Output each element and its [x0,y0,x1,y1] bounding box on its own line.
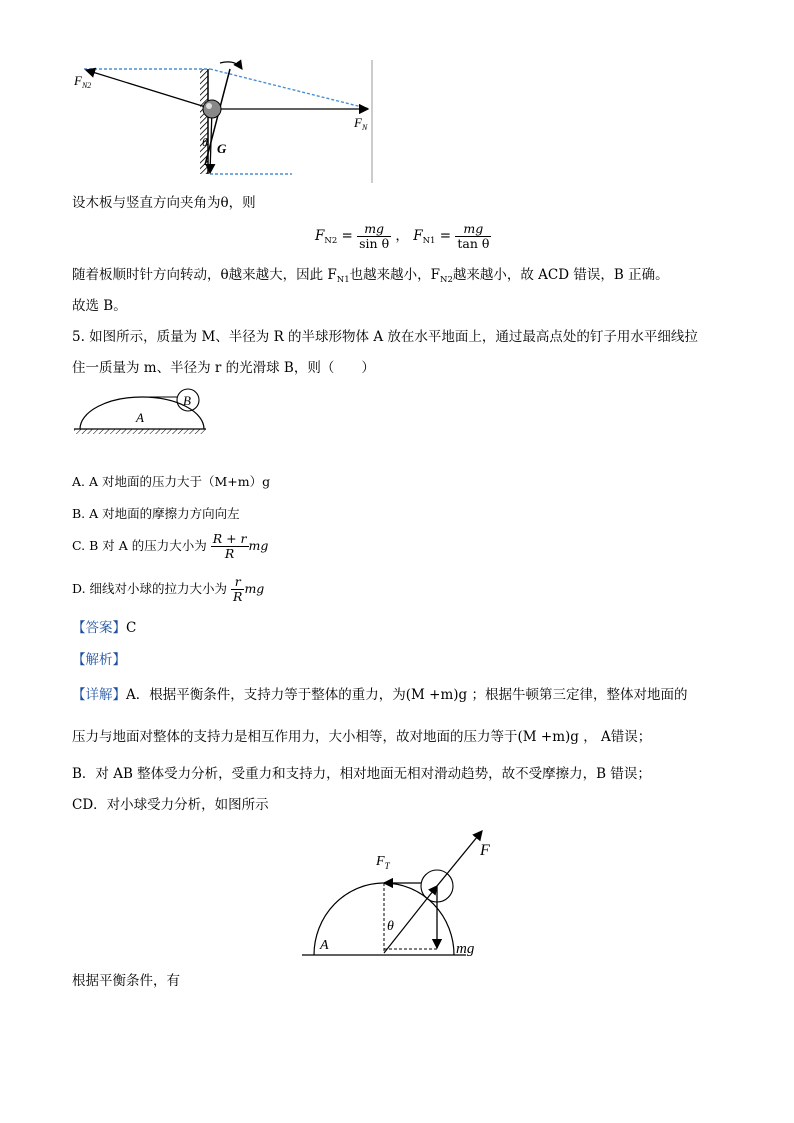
fn-dashed-guide [210,69,370,109]
svg-text:FN: $F_N$ [354,115,368,132]
q5-detail-3: B．对 AB 整体受力分析，受重力和支持力，相对地面无相对滑动趋势，故不受摩擦力，B 错误； [72,766,651,782]
q5-option-d: D. 细线对小球的拉力大小为 $\frac{r}{R}$ mg [72,574,265,604]
svg-text:mg: mg [456,941,475,957]
sol4-equation: $F_{N2}$ = $\frac{mg}{\text{sin θ}}$ ， $F_{N1}$ = $\frac{mg}{\text{tan θ}}$ [315,221,490,251]
q5-option-b: B. A 对地面的摩擦力方向向左 [72,506,240,521]
q5-stem-2: 住一质量为 m、半径为 r 的光滑球 B，则（ ） [72,360,375,376]
svg-text:G: G [217,141,227,156]
svg-text:F: F [480,842,490,859]
sol4-line1: 设木板与竖直方向夹角为θ，则 [72,195,256,211]
svg-text:θ: θ [387,919,394,934]
q5-answer: 【答案】C [72,620,137,636]
q5-detail-2: 压力与地面对整体的支持力是相互作用力，大小相等，故对地面的压力等于(M +m)g ， A错误； [72,729,652,745]
sol4-line4: 故选 B。 [72,298,127,314]
q5-stem-1: 5. 如图所示，质量为 M、半径为 R 的半球形物体 A 放在水平地面上，通过最高点处的钉子用水平细线拉 [72,329,698,345]
q5-detail-1: 【详解】A．根据平衡条件，支持力等于整体的重力，为(M +m)g ；根据牛顿第三定律，整体对地面的 [72,687,688,703]
q5-force-figure [300,825,510,960]
support-force-arrow [437,831,482,886]
svg-text:A: A [136,410,144,425]
svg-text:θ: θ [202,135,208,149]
svg-text:B: B [183,393,191,408]
q5-hemisphere-figure [72,387,212,437]
rotation-arrow [220,62,242,69]
q5-analysis-tag: 【解析】 [72,652,126,668]
ball [203,100,221,118]
fn2-arrow [86,70,212,109]
svg-text:FN2: $F_{N2}$ [74,73,92,90]
svg-text:FT: $F_T$ [376,854,390,871]
q5-last-line: 根据平衡条件，有 [72,973,180,989]
q5-option-a: A. A 对地面的压力大于（M+m）g [72,474,271,489]
sol4-line3: 随着板顺时针方向转动，θ越来越大，因此 $F_{N1}$也越来越小，$F_{N2}$越来越小，故 ACD 错误，B 正确。 [72,267,669,285]
q5-detail-4: CD．对小球受力分析，如图所示 [72,797,269,813]
board-force-diagram [70,55,390,185]
svg-text:A: A [320,938,329,953]
q5-option-c: C. B 对 A 的压力大小为 $\frac{R + r}{R}$ mg [72,531,269,561]
